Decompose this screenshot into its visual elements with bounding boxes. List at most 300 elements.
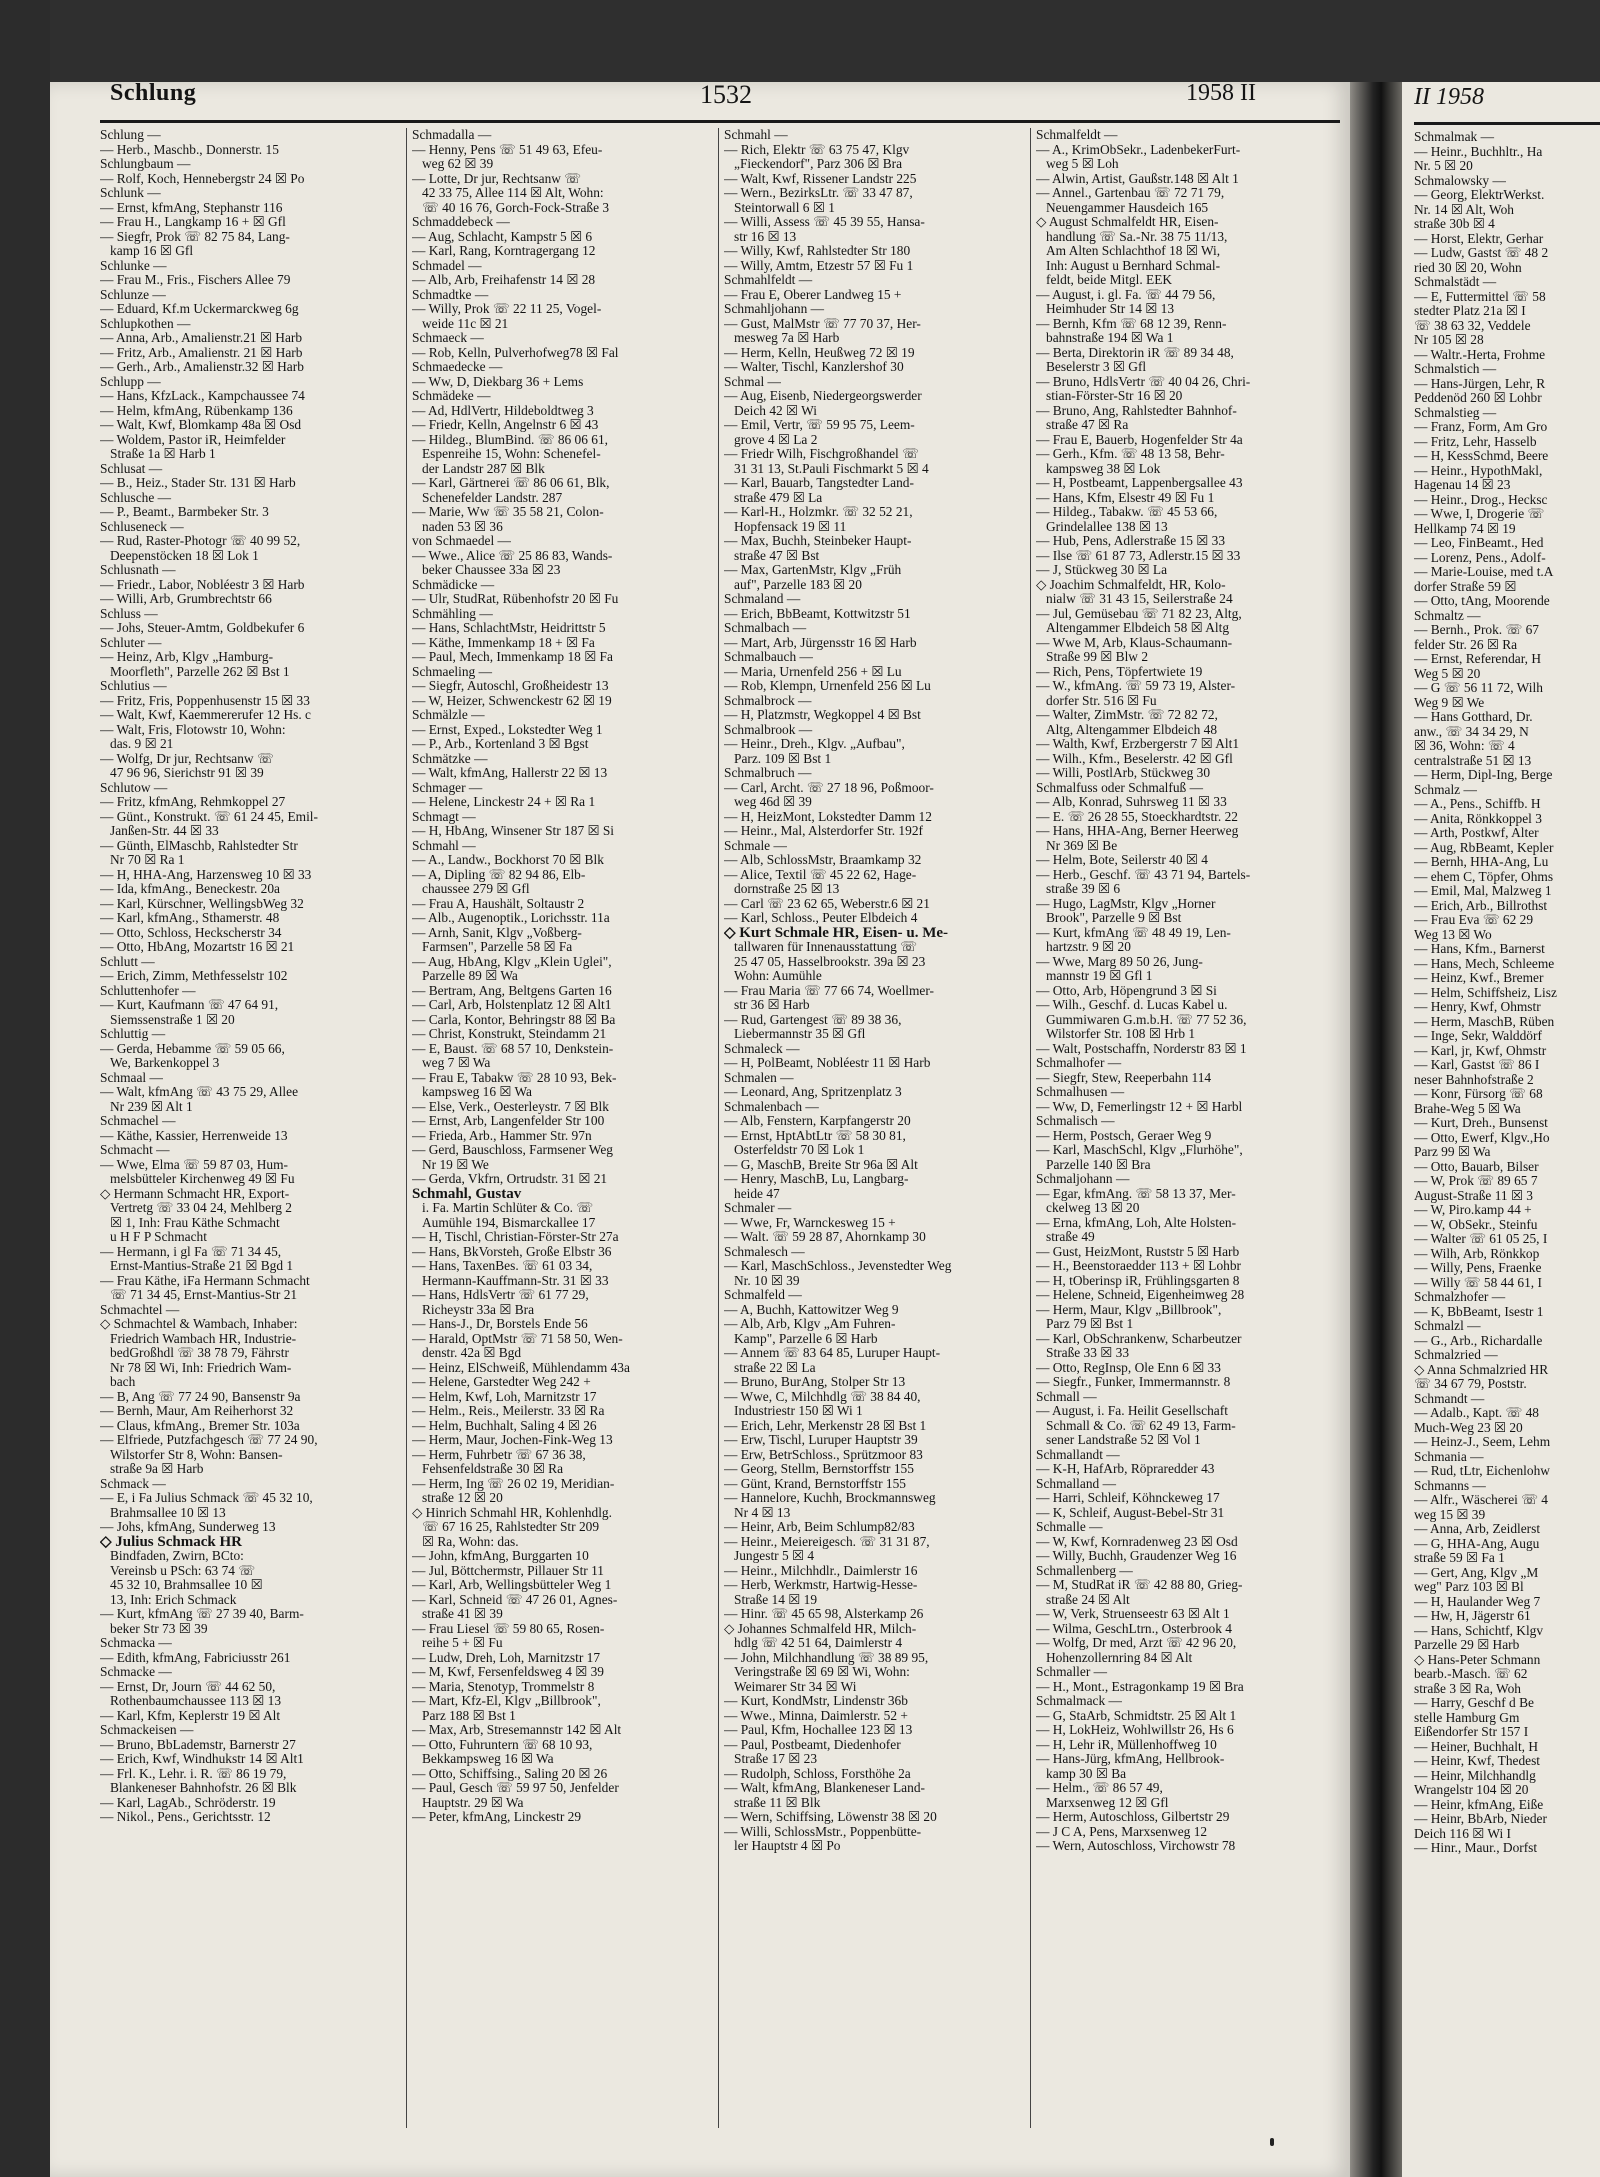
right-page-column: [1414, 130, 1600, 2130]
directory-entry: — Herm, Ing ☏ 26 02 19, Meridian-: [412, 1476, 615, 1491]
directory-entry: Weg 13 ☒ Wo: [1414, 927, 1492, 942]
directory-entry: kampsweg 38 ☒ Lok: [1046, 461, 1161, 476]
directory-entry: — Alwin, Artist, Gaußstr.148 ☒ Alt 1: [1036, 171, 1239, 186]
directory-entry: weg 5 ☒ Loh: [1046, 157, 1119, 171]
directory-entry: Schlutt —: [100, 954, 155, 969]
directory-entry: hartzstr. 9 ☒ 20: [1046, 940, 1131, 954]
directory-entry: Nr 4 ☒ 13: [734, 1505, 791, 1520]
directory-page-right: [1402, 82, 1600, 2177]
directory-entry: — E, i Fa Julius Schmack ☏ 45 32 10,: [100, 1491, 313, 1505]
directory-entry: — Heinr, kfmAng, Eiße: [1414, 1797, 1544, 1812]
directory-entry: — Frau E, Oberer Landweg 15 +: [724, 287, 902, 302]
directory-entry: — Günth, ElMaschb, Rahlstedter Str: [100, 838, 298, 853]
directory-entry: — Marie, Ww ☏ 35 58 21, Colon-: [412, 505, 604, 519]
directory-entry: — Wern, Schiffsing, Löwenstr 38 ☒ 20: [724, 1810, 937, 1824]
directory-entry: ☏ 38 63 32, Veddele: [1414, 318, 1531, 333]
directory-column-3: [724, 128, 1024, 2128]
directory-entry: Deich 116 ☒ Wi I: [1414, 1826, 1511, 1841]
page-number: 1532: [700, 80, 752, 109]
directory-entry: — E, Baust. ☏ 68 57 10, Denkstein-: [412, 1041, 614, 1056]
directory-entry: Schmallenberg —: [1036, 1563, 1133, 1578]
directory-entry: — Anna, Arb, Zeidlerst: [1414, 1522, 1541, 1536]
directory-entry: ☒ 1, Inh: Frau Käthe Schmacht: [110, 1215, 280, 1230]
directory-entry: Friedrich Wambach HR, Industrie-: [110, 1331, 297, 1346]
page-header-title: Schlung: [110, 80, 197, 106]
directory-entry: Schmälzle —: [412, 708, 485, 722]
directory-entry: naden 53 ☒ 36: [422, 519, 503, 534]
directory-entry: Hagenau 14 ☒ 23: [1414, 478, 1511, 492]
directory-entry: — Walter, ZimMstr. ☏ 72 82 72,: [1036, 708, 1218, 722]
directory-entry: Peddenöd 260 ☒ Lohbr: [1414, 391, 1542, 405]
directory-entry: Schmädeke —: [412, 389, 491, 403]
right-header-rule: [1414, 122, 1600, 125]
directory-entry: — H, Lehr iR, Müllenhoffweg 10: [1036, 1737, 1217, 1752]
directory-entry: — Heinr., Drog., Hecksc: [1414, 492, 1548, 507]
directory-entry: — Wwe., Minna, Daimlerstr. 52 +: [724, 1708, 908, 1723]
directory-entry: — Jul, Böttchermstr, Pillauer Str 11: [412, 1563, 604, 1578]
directory-entry: — Georg, Stellm, Bernstorffstr 155: [724, 1462, 914, 1476]
directory-entry: Schlungbaum —: [100, 157, 191, 171]
directory-entry: — Max, GartenMstr, Klgv „Früh: [724, 563, 902, 577]
directory-entry: straße 22 ☒ La: [734, 1360, 816, 1375]
directory-entry: — Friedr., Labor, Nobléestr 3 ☒ Harb: [100, 577, 305, 592]
directory-entry: — Carl, Archt. ☏ 27 18 96, Poßmoor-: [724, 780, 934, 795]
directory-entry: dorfer Straße 59 ☒: [1414, 579, 1517, 594]
directory-entry: — Ilse ☏ 61 87 73, Adlerstr.15 ☒ 33: [1036, 548, 1241, 563]
directory-entry: Schmacke —: [100, 1665, 172, 1679]
directory-entry: — Wilma, GeschLtrn., Osterbrook 4: [1036, 1621, 1232, 1636]
directory-entry: Nr 105 ☒ 28: [1414, 333, 1484, 347]
directory-entry: Schmaddebeck —: [412, 215, 510, 229]
directory-entry: dornstraße 25 ☒ 13: [734, 882, 840, 896]
directory-entry: Schmall —: [1036, 1389, 1097, 1404]
directory-entry: — K, BbBeamt, Isestr 1: [1414, 1304, 1544, 1319]
column-separator: [406, 128, 407, 2128]
directory-entry: — Helm, Bote, Seilerstr 40 ☒ 4: [1036, 853, 1208, 867]
directory-entry: — Otto, Schiffsing., Saling 20 ☒ 26: [412, 1766, 608, 1781]
directory-entry: — H, HbAng, Winsener Str 187 ☒ Si: [412, 824, 615, 838]
directory-entry: Schmalbrook —: [724, 722, 813, 737]
directory-entry: Schmaeck —: [412, 331, 484, 345]
directory-entry: — Wilh, Arb, Rönkkop: [1414, 1246, 1540, 1261]
directory-entry: — Siegfr, Stew, Reeperbahn 114: [1036, 1070, 1212, 1085]
directory-entry: Schmahlfeldt —: [724, 273, 813, 287]
directory-entry: Schluseneck —: [100, 519, 184, 534]
directory-entry: — Max, Buchh, Steinbeker Haupt-: [724, 534, 912, 548]
directory-entry: Weimarer Str 34 ☒ Wi: [734, 1679, 857, 1694]
directory-entry: Weg 9 ☒ We: [1414, 695, 1485, 710]
directory-entry: str 16 ☒ 13: [734, 229, 797, 244]
directory-entry: Hellkamp 74 ☒ 19: [1414, 521, 1516, 536]
directory-entry: Schlung —: [100, 128, 161, 142]
directory-entry: — Erich, Arb., Billrothst: [1414, 898, 1548, 913]
directory-entry: — Frau Liesel ☏ 59 80 65, Rosen-: [412, 1621, 605, 1636]
directory-entry: Schmaleck —: [724, 1041, 800, 1056]
directory-entry: — Hugo, LagMstr, Klgv „Horner: [1036, 896, 1216, 911]
directory-entry: — Otto, Schloss, Heckscherstr 34: [100, 925, 282, 940]
directory-entry: — Heinr, Milchhandlg: [1414, 1768, 1536, 1783]
directory-entry: — Helm, Buchhalt, Saling 4 ☒ 26: [412, 1418, 597, 1433]
directory-entry: — Rob, Kelln, Pulverhofweg78 ☒ Fal: [412, 345, 619, 360]
directory-entry: — Wern., BezirksLtr. ☏ 33 47 87,: [724, 186, 913, 200]
directory-entry: Nr. 14 ☒ Alt, Woh: [1414, 202, 1514, 217]
directory-entry: — Carl ☏ 23 62 65, Weberstr.6 ☒ 21: [724, 896, 930, 911]
directory-entry: — W, Heizer, Schwenckestr 62 ☒ 19: [412, 693, 612, 708]
directory-entry: — Hans, Mech, Schleeme: [1414, 956, 1555, 971]
directory-entry: bedGroßhdl ☏ 38 78 79, Fährstr: [110, 1346, 289, 1360]
directory-entry: ☒ 36, Wohn: ☏ 4: [1414, 739, 1515, 753]
directory-entry: weg" Parz 103 ☒ Bl: [1414, 1580, 1524, 1594]
directory-entry: — Heinr., Meiereigesch. ☏ 31 31 87,: [724, 1534, 930, 1549]
directory-entry: Schmachtel —: [100, 1302, 180, 1317]
directory-entry: — H, KessSchmd, Beere: [1414, 449, 1549, 463]
directory-entry: — Herm, Kelln, Heußweg 72 ☒ 19: [724, 345, 915, 360]
directory-entry: — Hans, Kfm, Elsestr 49 ☒ Fu 1: [1036, 490, 1215, 505]
directory-entry: Nr 239 ☒ Alt 1: [110, 1099, 193, 1114]
directory-entry: beker Chaussee 33a ☒ 23: [422, 563, 561, 577]
directory-entry: Schlunk —: [100, 186, 161, 200]
directory-entry: — Leonard, Ang, Spritzenplatz 3: [724, 1085, 902, 1099]
directory-entry: Schmahl, Gustav: [412, 1186, 522, 1201]
directory-entry: — Rich, Elektr ☏ 63 75 47, Klgv: [724, 142, 910, 157]
directory-entry: weg 15 ☒ 39: [1414, 1507, 1486, 1522]
directory-entry: nialw ☏ 31 43 15, Seilerstraße 24: [1046, 592, 1233, 606]
directory-entry: — Maria, Urnenfeld 256 + ☒ Lu: [724, 664, 902, 679]
directory-entry: — Fritz, Fris, Poppenhusenstr 15 ☒ 33: [100, 693, 310, 708]
directory-entry: — August, i. gl. Fa. ☏ 44 79 56,: [1036, 287, 1216, 302]
directory-entry: — A., KrimObSekr., LadenbekerFurt-: [1036, 142, 1241, 157]
directory-entry: weg 62 ☒ 39: [422, 157, 494, 171]
directory-entry: — Christ, Konstrukt, Steindamm 21: [412, 1027, 607, 1041]
directory-entry: Fehsenfeldstraße 30 ☒ Ra: [422, 1462, 564, 1476]
directory-entry: — Frau Käthe, iFa Hermann Schmacht: [100, 1273, 310, 1288]
directory-entry: — Paul, Kfm, Hochallee 123 ☒ 13: [724, 1723, 913, 1737]
directory-entry: reihe 5 + ☒ Fu: [422, 1636, 503, 1650]
directory-entry: — G, MaschB, Breite Str 96a ☒ Alt: [724, 1157, 918, 1172]
directory-entry: Straße 17 ☒ 23: [734, 1752, 818, 1766]
directory-entry: — Otto, Bauarb, Bilser: [1414, 1159, 1539, 1174]
directory-entry: Schmalzhofer —: [1414, 1290, 1506, 1304]
directory-entry: — A, Dipling ☏ 82 94 86, Elb-: [412, 867, 586, 882]
directory-entry: ◇ Joachim Schmalfeldt, HR, Kolo-: [1036, 577, 1226, 592]
directory-entry: Straße 33 ☒ 33: [1046, 1346, 1130, 1360]
directory-entry: — Frl. K., Lehr. i. R. ☏ 86 19 79,: [100, 1766, 287, 1781]
directory-entry: — Walt, Kwf, Kaemmererufer 12 Hs. c: [100, 708, 311, 722]
directory-entry: Wohn: Aumühle: [734, 969, 822, 983]
directory-entry: — Hw, H, Jägerstr 61: [1414, 1609, 1531, 1623]
directory-entry: — Walt, kfmAng, Hallerstr 22 ☒ 13: [412, 766, 608, 780]
directory-entry: — Karl, Arb, Wellingsbütteler Weg 1: [412, 1578, 612, 1592]
directory-entry: — Woldem, Pastor iR, Heimfelder: [100, 432, 286, 447]
directory-entry: straße 59 ☒ Fa 1: [1414, 1551, 1505, 1565]
directory-entry: — B., Heiz., Stader Str. 131 ☒ Harb: [100, 476, 296, 490]
directory-entry: — H, HeizMont, Lokstedter Damm 12: [724, 809, 932, 824]
directory-entry: — Willi, Assess ☏ 45 39 55, Hansa-: [724, 215, 925, 229]
directory-entry: — Wwe, Elma ☏ 59 87 03, Hum-: [100, 1157, 288, 1172]
directory-entry: — Ludw, Gastst ☏ 48 2: [1414, 246, 1549, 260]
directory-entry: Schmaedecke —: [412, 360, 503, 374]
directory-entry: — Karl, LagAb., Schröderstr. 19: [100, 1795, 276, 1810]
directory-entry: — Herm, MaschB, Rüben: [1414, 1014, 1555, 1029]
directory-entry: melsbütteler Kirchenweg 49 ☒ Fu: [110, 1172, 295, 1186]
directory-entry: — Wwe M, Arb, Klaus-Schaumann-: [1036, 635, 1233, 650]
directory-entry: ◇ Hinrich Schmahl HR, Kohlenhdlg.: [412, 1505, 612, 1520]
directory-entry: Schmaljohann —: [1036, 1172, 1130, 1186]
directory-entry: — Helm., Reis., Meilerstr. 33 ☒ Ra: [412, 1404, 605, 1418]
directory-entry: — Emil, Mal, Malzweg 1: [1414, 884, 1552, 898]
directory-entry: — Wolfg, Dr jur, Rechtsanw ☏: [100, 751, 274, 766]
directory-entry: — Friedr, Kelln, Angelnstr 6 ☒ 43: [412, 418, 599, 432]
directory-entry: — A., Landw., Bockhorst 70 ☒ Blk: [412, 853, 604, 867]
directory-entry: — Heinr., HypothMakl,: [1414, 463, 1543, 478]
directory-entry: — J C A, Pens, Marxsenweg 12: [1036, 1824, 1208, 1839]
directory-entry: Schmanns —: [1414, 1478, 1486, 1493]
directory-entry: — Fritz, Arb., Amalienstr. 21 ☒ Harb: [100, 345, 303, 360]
directory-entry: — Karl, Gastst ☏ 86 I: [1414, 1058, 1540, 1072]
directory-entry: — Eduard, Kf.m Uckermarckweg 6g: [100, 302, 299, 316]
directory-entry: Bindfaden, Zwirn, BCto:: [110, 1549, 244, 1563]
directory-entry: Schmaal —: [100, 1070, 163, 1085]
directory-entry: — Walter, Tischl, Kanzlershof 30: [724, 360, 904, 374]
directory-entry: — Adalb., Kapt. ☏ 48: [1414, 1406, 1539, 1420]
directory-entry: — August, i. Fa. Heilit Gesellschaft: [1036, 1404, 1228, 1418]
directory-entry: grove 4 ☒ La 2: [734, 432, 818, 447]
directory-entry: denstr. 42a ☒ Bgd: [422, 1346, 522, 1360]
directory-entry: Schmal —: [724, 374, 781, 389]
directory-entry: Nr 70 ☒ Ra 1: [110, 853, 185, 867]
directory-entry: Straße 99 ☒ Blw 2: [1046, 650, 1149, 664]
directory-entry: — Erw, BetrSchloss., Sprützmoor 83: [724, 1447, 923, 1462]
directory-entry: — John, Milchhandlung ☏ 38 89 95,: [724, 1650, 929, 1665]
directory-entry: Parzelle 89 ☒ Wa: [422, 969, 518, 983]
directory-entry: — Paul, Postbeamt, Diedenhofer: [724, 1737, 901, 1752]
directory-entry: — Franz, Form, Am Gro: [1414, 420, 1548, 434]
directory-entry: — Ida, kfmAng., Beneckestr. 20a: [100, 882, 280, 896]
directory-entry: — Willy, Buchh, Graudenzer Weg 16: [1036, 1549, 1237, 1563]
directory-entry: Schmacht —: [100, 1143, 170, 1157]
directory-entry: Schmalbauch —: [724, 650, 813, 664]
directory-entry: Schluttenhofer —: [100, 983, 196, 998]
directory-entry: Inh: August u Bernhard Schmal-: [1046, 258, 1221, 273]
directory-entry: — Karl, Schneid ☏ 47 26 01, Agnes-: [412, 1592, 618, 1607]
directory-entry: — Siegfr, Autoschl, Großheidestr 13: [412, 679, 609, 693]
directory-entry: Schmalstieg —: [1414, 405, 1497, 420]
directory-entry: — Aug, RbBeamt, Kepler: [1414, 840, 1554, 855]
directory-entry: — Ernst, Dr, Journ ☏ 44 62 50,: [100, 1679, 276, 1694]
directory-entry: — Heinz, ElSchweiß, Mühlendamm 43a: [412, 1360, 630, 1375]
directory-entry: Schmalzried —: [1414, 1348, 1498, 1362]
directory-entry: — Siegfr., Funker, Immermannstr. 8: [1036, 1375, 1231, 1389]
directory-entry: — Leo, FinBeamt., Hed: [1414, 536, 1544, 550]
directory-entry: — Annem ☏ 83 64 85, Luruper Haupt-: [724, 1346, 941, 1360]
directory-entry: — Rolf, Koch, Hennebergstr 24 ☒ Po: [100, 171, 305, 186]
directory-entry: Gummiwaren G.m.b.H. ☏ 77 52 36,: [1046, 1012, 1247, 1027]
directory-entry: Schmack —: [100, 1476, 166, 1491]
directory-entry: — W, Piro.kamp 44 +: [1414, 1203, 1532, 1217]
directory-entry: kamp 30 ☒ Ba: [1046, 1766, 1127, 1781]
directory-entry: — Hub, Pens, Adlerstraße 15 ☒ 33: [1036, 534, 1226, 548]
directory-entry: 47 96 96, Sierichstr 91 ☒ 39: [110, 766, 264, 780]
directory-entry: Straße 1a ☒ Harb 1: [110, 447, 216, 461]
directory-entry: Schluttig —: [100, 1027, 166, 1041]
directory-entry: — Hildeg., BlumBind. ☏ 86 06 61,: [412, 432, 609, 447]
directory-entry: — Wwe, C, Milchhdlg ☏ 38 84 40,: [724, 1389, 921, 1404]
directory-entry: Schlutow —: [100, 780, 168, 795]
directory-entry: Hermann-Kauffmann-Str. 31 ☒ 33: [422, 1273, 609, 1288]
directory-entry: — Hans, Schichtf, Klgv: [1414, 1623, 1544, 1638]
directory-entry: — Bruno, BbLademstr, Barnerstr 27: [100, 1737, 296, 1752]
scan-background-left: [0, 0, 50, 2177]
directory-entry: 42 33 75, Allee 114 ☒ Alt, Wohn:: [422, 186, 604, 200]
directory-entry: — Rob, Klempn, Urnenfeld 256 ☒ Lu: [724, 679, 931, 693]
directory-entry: Schmalland —: [1036, 1476, 1116, 1491]
directory-entry: — Arnh, Sanit, Klgv „Voßberg-: [412, 925, 582, 940]
directory-entry: Schmalfuss oder Schmalfuß —: [1036, 780, 1203, 795]
directory-entry: Hopfensack 19 ☒ 11: [734, 519, 847, 534]
directory-entry: Beselerstr 3 ☒ Gfl: [1046, 360, 1147, 374]
directory-entry: — Aug, Schlacht, Kampstr 5 ☒ 6: [412, 229, 593, 244]
directory-entry: Hauptstr. 29 ☒ Wa: [422, 1795, 524, 1810]
directory-entry: — Walt. ☏ 59 28 87, Ahornkamp 30: [724, 1230, 926, 1244]
directory-entry: auf", Parzelle 183 ☒ 20: [734, 577, 862, 592]
directory-entry: Vereinsb u PSch: 63 74 ☏: [110, 1563, 256, 1578]
directory-entry: — Ulr, StudRat, Rübenhofstr 20 ☒ Fu: [412, 592, 619, 606]
directory-entry: — Egar, kfmAng. ☏ 58 13 37, Mer-: [1036, 1186, 1236, 1201]
directory-entry: weg 7 ☒ Wa: [422, 1056, 491, 1070]
directory-entry: — H, LokHeiz, Wohlwillstr 26, Hs 6: [1036, 1723, 1234, 1737]
directory-entry: — Bernh, Maur, Am Reiherhorst 32: [100, 1404, 294, 1418]
directory-entry: Siemssenstraße 1 ☒ 20: [110, 1012, 235, 1027]
directory-entry: Schmalbruch —: [724, 766, 812, 780]
directory-entry: Blankeneser Bahnhofstr. 26 ☒ Blk: [110, 1781, 297, 1795]
directory-entry: — ehem C, Töpfer, Ohms: [1414, 869, 1554, 884]
directory-entry: — Heinr, BbArb, Nieder: [1414, 1812, 1547, 1826]
directory-entry: — H, HHA-Ang, Harzensweg 10 ☒ 33: [100, 867, 312, 882]
directory-entry: Marxsenweg 12 ☒ Gfl: [1046, 1795, 1169, 1810]
directory-entry: von Schmaedel —: [412, 534, 511, 548]
directory-entry: — Else, Verk., Oesterleystr. 7 ☒ Blk: [412, 1099, 609, 1114]
directory-entry: — Edith, kfmAng, Fabriciusstr 261: [100, 1650, 291, 1665]
directory-entry: Liebermannstr 35 ☒ Gfl: [734, 1027, 866, 1041]
directory-entry: neser Bahnhofstraße 2: [1414, 1072, 1534, 1087]
directory-entry: ckelweg 13 ☒ 20: [1046, 1201, 1140, 1215]
directory-entry: — Willy ☏ 58 44 61, I: [1414, 1275, 1542, 1290]
directory-entry: ried 30 ☒ 20, Wohn: [1414, 260, 1522, 275]
directory-entry: — Walt, Fris, Flotowstr 10, Wohn:: [100, 722, 286, 737]
column-separator: [1030, 128, 1031, 2128]
directory-entry: — Bruno, HdlsVertr ☏ 40 04 26, Chri-: [1036, 374, 1251, 389]
directory-entry: sener Landstraße 52 ☒ Vol 1: [1046, 1433, 1201, 1447]
directory-entry: Wilstorfer Str 8, Wohn: Bansen-: [110, 1447, 283, 1462]
directory-entry: — Herm, Postsch, Geraer Weg 9: [1036, 1128, 1212, 1143]
directory-entry: — Gust, HeizMont, Ruststr 5 ☒ Harb: [1036, 1244, 1240, 1259]
directory-entry: Schlunze —: [100, 287, 166, 302]
directory-entry: — Hans, Kfm., Barnerst: [1414, 942, 1545, 956]
directory-entry: — Arth, Postkwf, Alter: [1414, 826, 1539, 840]
directory-entry: u H F P Schmacht: [110, 1230, 207, 1244]
directory-entry: — Helm., ☏ 86 57 49,: [1036, 1781, 1163, 1795]
directory-entry: — Nikol., Pens., Gerichtsstr. 12: [100, 1810, 271, 1824]
directory-entry: — Hannelore, Kuchh, Brockmannsweg: [724, 1491, 936, 1505]
directory-entry: 45 32 10, Brahmsallee 10 ☒: [110, 1578, 263, 1592]
directory-entry: — Ernst, Referendar, H: [1414, 652, 1542, 666]
directory-entry: — Herb., Geschf. ☏ 43 71 94, Bartels-: [1036, 867, 1251, 882]
directory-entry: — Ww, D, Diekbarg 36 + Lems: [412, 374, 584, 389]
directory-entry: bach: [110, 1375, 136, 1389]
directory-entry: Nr 78 ☒ Wi, Inh: Friedrich Wam-: [110, 1360, 292, 1375]
directory-entry: — Paul, Mech, Immenkamp 18 ☒ Fa: [412, 650, 613, 664]
directory-entry: — Walt, Kwf, Blomkamp 48a ☒ Osd: [100, 418, 302, 432]
directory-entry: anw., ☏ 34 34 29, N: [1414, 724, 1529, 739]
directory-entry: Schluss —: [100, 606, 158, 621]
directory-entry: mannstr 19 ☒ Gfl 1: [1046, 969, 1153, 983]
directory-entry: — W, ObSekr., Steinfu: [1414, 1217, 1538, 1232]
directory-entry: — Max, Arb, Stresemannstr 142 ☒ Alt: [412, 1723, 622, 1737]
directory-entry: Veringstraße ☒ 69 ☒ Wi, Wohn:: [734, 1665, 910, 1679]
directory-entry: Wrangelstr 104 ☒ 20: [1414, 1783, 1529, 1797]
directory-entry: — Hildeg., Tabakw. ☏ 45 53 66,: [1036, 505, 1218, 519]
directory-entry: — K, Schleif, August-Bebel-Str 31: [1036, 1505, 1225, 1520]
directory-entry: — Alb., Augenoptik., Lorichsstr. 11a: [412, 911, 610, 925]
directory-entry: — Hans Gotthard, Dr.: [1414, 710, 1533, 724]
directory-entry: Schmall & Co. ☏ 62 49 13, Farm-: [1046, 1418, 1236, 1433]
directory-entry: — Konr, Fürsorg ☏ 68: [1414, 1087, 1543, 1101]
directory-entry: — Lorenz, Pens., Adolf-: [1414, 550, 1546, 565]
directory-entry: — Anna, Arb., Amalienstr.21 ☒ Harb: [100, 331, 303, 345]
directory-entry: — Hans, HdlsVertr ☏ 61 77 29,: [412, 1288, 589, 1302]
directory-entry: der Landstr 287 ☒ Blk: [422, 461, 545, 476]
directory-entry: — Hans, TaxenBes. ☏ 61 03 34,: [412, 1259, 593, 1273]
directory-entry: — Otto, tAng, Moorende: [1414, 594, 1550, 608]
directory-entry: Schmalfeldt —: [1036, 128, 1118, 142]
directory-entry: hdlg ☏ 42 51 64, Daimlerstr 4: [734, 1636, 903, 1650]
directory-entry: — Heinz, Arb, Klgv „Hamburg-: [100, 650, 274, 664]
directory-entry: Schmalz —: [1414, 782, 1477, 797]
directory-entry: We, Barkenkoppel 3: [110, 1056, 220, 1070]
directory-entry: — Walt, Kwf, Rissener Landstr 225: [724, 171, 917, 186]
directory-entry: — Bertram, Ang, Beltgens Garten 16: [412, 983, 612, 998]
directory-entry: — Gerh., Kfm. ☏ 48 13 58, Behr-: [1036, 447, 1225, 461]
right-page-header: II 1958: [1414, 84, 1484, 110]
directory-entry: — Helm, kfmAng, Rübenkamp 136: [100, 403, 293, 418]
directory-entry: — G ☏ 56 11 72, Wilh: [1414, 681, 1543, 695]
directory-entry: — Gerh., Arb., Amalienstr.32 ☒ Harb: [100, 360, 304, 374]
directory-entry: — Karl, MaschSchl, Klgv „Flurhöhe",: [1036, 1143, 1243, 1157]
directory-entry: — Otto, Fuhruntern ☏ 68 10 93,: [412, 1737, 593, 1752]
directory-entry: — Karl, MaschSchloss., Jevenstedter Weg: [724, 1259, 952, 1273]
directory-entry: ◇ Anna Schmalzried HR: [1414, 1362, 1549, 1377]
directory-entry: — Karl, jr, Kwf, Ohmstr: [1414, 1043, 1547, 1058]
directory-entry: — Karl, Schloss., Peuter Elbdeich 4: [724, 911, 918, 925]
directory-entry: — W., kfmAng. ☏ 59 73 19, Alster-: [1036, 679, 1236, 693]
directory-entry: — Alfr., Wäscherei ☏ 4: [1414, 1493, 1549, 1507]
directory-entry: — Erna, kfmAng, Loh, Alte Holsten-: [1036, 1215, 1237, 1230]
directory-entry: Schmackeisen —: [100, 1723, 194, 1737]
directory-entry: Jungestr 5 ☒ 4: [734, 1549, 815, 1563]
directory-entry: — Willi, PostlArb, Stückweg 30: [1036, 766, 1211, 780]
directory-entry: — Heinr., Buchhltr., Ha: [1414, 144, 1543, 159]
directory-entry: Nr. 5 ☒ 20: [1414, 159, 1473, 173]
directory-entry: — Rud, Raster-Photogr ☏ 40 99 52,: [100, 534, 301, 548]
directory-entry: Schmale —: [724, 838, 787, 853]
directory-entry: Industriestr 150 ☒ Wi 1: [734, 1404, 863, 1418]
directory-entry: Kamp", Parzelle 6 ☒ Harb: [734, 1331, 878, 1346]
directory-entry: — Ernst, HptAbtLtr ☏ 58 30 81,: [724, 1128, 906, 1143]
directory-entry: — M, StudRat iR ☏ 42 88 80, Grieg-: [1036, 1578, 1243, 1592]
directory-entry: Ernst-Mantius-Straße 21 ☒ Bgd 1: [110, 1259, 294, 1273]
directory-entry: Moorfleth", Parzelle 262 ☒ Bst 1: [110, 664, 290, 679]
directory-entry: — Wwe., Alice ☏ 25 86 83, Wands-: [412, 548, 613, 563]
